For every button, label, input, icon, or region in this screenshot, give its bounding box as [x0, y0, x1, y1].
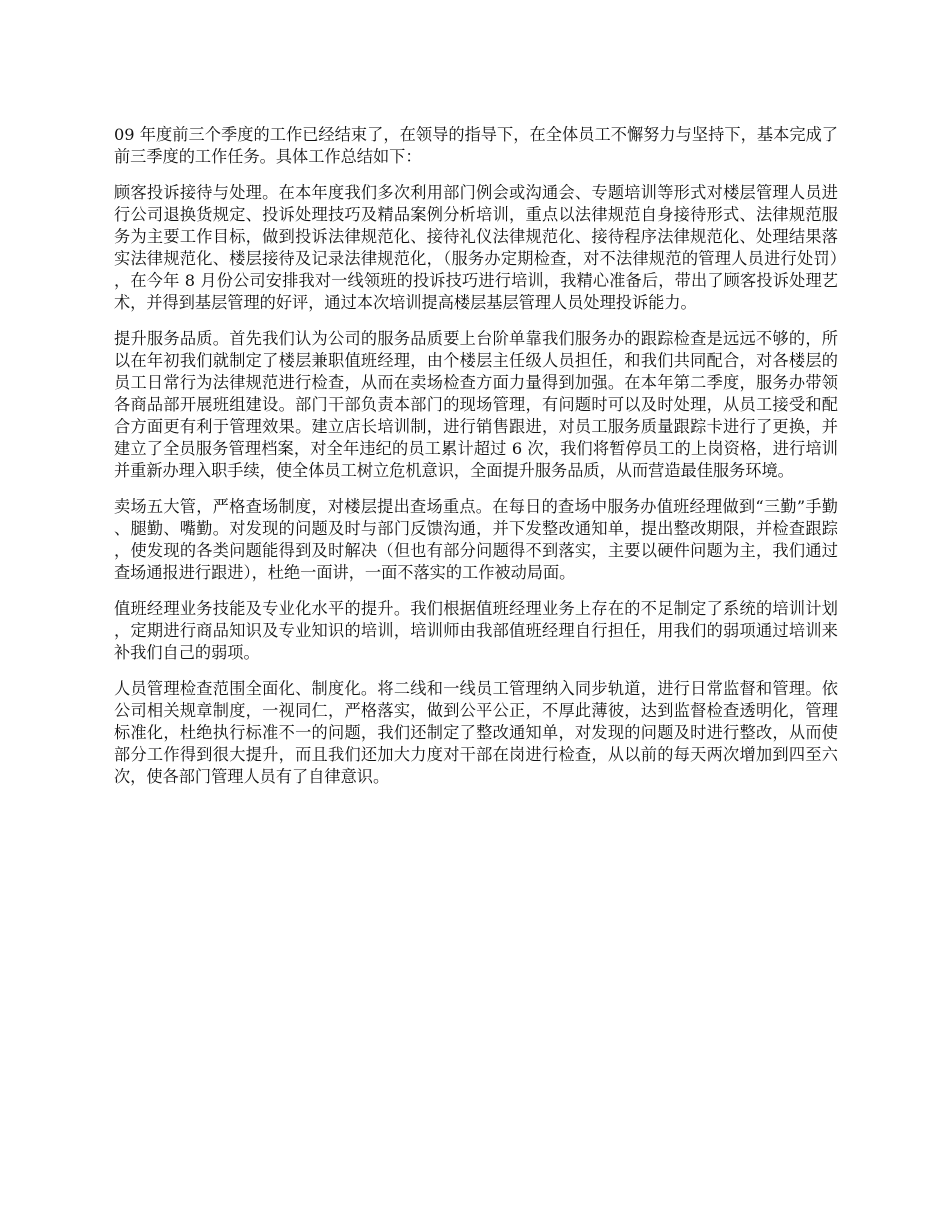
- paragraph-service-quality: 提升服务品质。首先我们认为公司的服务品质要上台阶单靠我们服务办的跟踪检查是远远不够的，所以在年初我们就制定了楼层兼职值班经理，由个楼层主任级人员担任，和我们共同配合，对各楼层的员工日常行为法律规范进行检查，从而在卖场检查方面力量得到加强。在本年第二季度，服务办带领各商品部开展班组建设。部门干部负责本部门的现场管理，有问题时可以及时处理，从员工接受和配合方面更有利于管理效果。建立店长培训制，进行销售跟进，对员工服务质量跟踪卡进行了更换，并建立了全员服务管理档案，对全年违纪的员工累计超过 6 次，我们将暂停员工的上岗资格，进行培训并重新办理入职手续，使全体员工树立危机意识，全面提升服务品质，从而营造最佳服务环境。: [114, 329, 838, 480]
- document-body: [114, 124, 838, 802]
- paragraph-duty-manager-training: 值班经理业务技能及专业化水平的提升。我们根据值班经理业务上存在的不足制定了系统的培训计划，定期进行商品知识及专业知识的培训，培训师由我部值班经理自行担任，用我们的弱项通过培训来补我们自己的弱项。: [114, 599, 838, 662]
- paragraph-staff-management: 人员管理检查范围全面化、制度化。将二线和一线员工管理纳入同步轨道，进行日常监督和管理。依公司相关规章制度，一视同仁，严格落实，做到公平公正，不厚此薄彼，达到监督检查透明化，管理标准化，杜绝执行标准不一的问题，我们还制定了整改通知单，对发现的问题及时进行整改，从而使部分工作得到很大提升，而且我们还加大力度对干部在岗进行检查，从以前的每天两次增加到四至六次，使各部门管理人员有了自律意识。: [114, 679, 838, 786]
- paragraph-complaint-handling: 顾客投诉接待与处理。在本年度我们多次利用部门例会或沟通会、专题培训等形式对楼层管理人员进行公司退换货规定、投诉处理技巧及精品案例分析培训，重点以法律规范自身接待形式、法律规范服务为主要工作目标，做到投诉法律规范化、接待礼仪法律规范化、接待程序法律规范化、处理结果落实法律规范化、楼层接待及记录法律规范化，（服务办定期检查，对不法律规范的管理人员进行处罚），在今年 8 月份公司安排我对一线领班的投诉技巧进行培训，我精心准备后，带出了顾客投诉处理艺术，并得到基层管理的好评，通过本次培训提高楼层基层管理人员处理投诉能力。: [114, 183, 838, 312]
- paragraph-intro: 09 年度前三个季度的工作已经结束了，在领导的指导下，在全体员工不懈努力与坚持下，基本完成了前三季度的工作任务。具体工作总结如下：: [114, 125, 838, 166]
- paragraph-floor-inspection: 卖场五大管，严格查场制度，对楼层提出查场重点。在每日的查场中服务办值班经理做到“三勤”手勤、腿勤、嘴勤。对发现的问题及时与部门反馈沟通，并下发整改通知单，提出整改期限，并检查跟踪，使发现的各类问题能得到及时解决（但也有部分问题得不到落实，主要以硬件问题为主，我们通过查场通报进行跟进），杜绝一面讲，一面不落实的工作被动局面。: [114, 497, 838, 582]
